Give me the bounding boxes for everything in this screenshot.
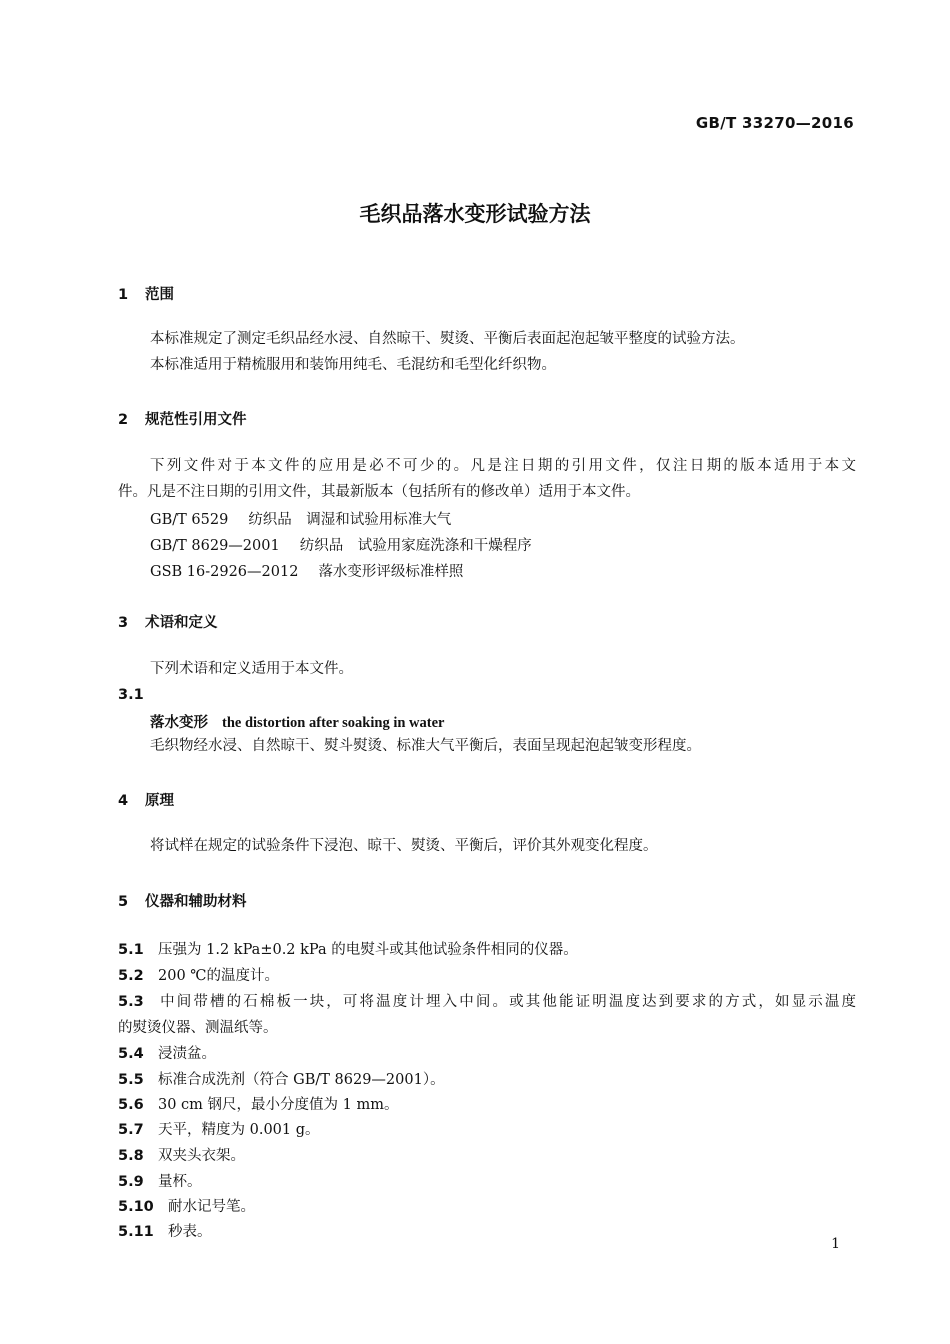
section-number: 2	[118, 412, 129, 428]
section-number: 5	[118, 894, 129, 910]
section-title: 范围	[145, 287, 174, 303]
term-definition: 毛织物经水浸、自然晾干、熨斗熨烫、标准大气平衡后，表面呈现起泡起皱变形程度。	[150, 738, 701, 754]
standard-number: GB/T 33270—2016	[695, 114, 854, 132]
reference-title: 纺织品 调湿和试验用标准大气	[248, 512, 452, 528]
page-number: 1	[831, 1236, 840, 1252]
term-english: the distortion after soaking in water	[222, 715, 445, 731]
item-text: 量杯。	[158, 1174, 202, 1190]
section-number: 1	[118, 287, 129, 303]
item-text: 天平，精度为 0.001 g。	[158, 1122, 320, 1138]
item-number: 5.9	[118, 1174, 144, 1190]
normative-paragraph-line-1: 下列文件对于本文件的应用是必不可少的。凡是注日期的引用文件，仅注日期的版本适用于本文	[150, 458, 856, 474]
item-number: 5.5	[118, 1072, 144, 1088]
item-number: 5.2	[118, 968, 144, 984]
list-item-continuation	[118, 1016, 278, 1037]
section-number: 4	[118, 793, 129, 809]
reference-item	[150, 560, 463, 581]
scope-paragraph-2: 本标准适用于精梳服用和装饰用纯毛、毛混纺和毛型化纤织物。	[150, 357, 556, 373]
item-number: 5.1	[118, 942, 144, 958]
scope-paragraph-1: 本标准规定了测定毛织品经水浸、自然晾干、熨烫、平衡后表面起泡起皱平整度的试验方法。	[150, 331, 745, 347]
item-text: 中间带槽的石棉板一块，可将温度计埋入中间。或其他能证明温度达到要求的方式，如显示温度	[158, 994, 856, 1010]
item-number: 5.6	[118, 1097, 144, 1113]
section-4-heading	[118, 789, 174, 810]
item-number: 5.10	[118, 1199, 154, 1215]
list-item	[118, 1144, 245, 1165]
item-number: 5.11	[118, 1224, 154, 1240]
normative-paragraph-line-2: 件。凡是不注日期的引用文件，其最新版本（包括所有的修改单）适用于本文件。	[118, 484, 640, 500]
clause-number: 3.1	[118, 687, 144, 703]
reference-code: GB/T 6529	[150, 512, 229, 528]
reference-item	[150, 508, 451, 529]
list-item	[118, 1118, 320, 1139]
list-item	[118, 1093, 398, 1114]
reference-code: GSB 16-2926—2012	[150, 564, 299, 580]
item-number: 5.8	[118, 1148, 144, 1164]
section-title: 原理	[145, 793, 174, 809]
section-5-heading	[118, 890, 247, 911]
item-text: 压强为 1.2 kPa±0.2 kPa 的电熨斗或其他试验条件相同的仪器。	[158, 942, 578, 958]
list-item	[118, 964, 279, 985]
section-title: 仪器和辅助材料	[145, 894, 247, 910]
list-item	[118, 1220, 212, 1241]
reference-title: 落水变形评级标准样照	[318, 564, 464, 580]
section-3-heading	[118, 611, 218, 632]
item-text: 200 ℃的温度计。	[158, 968, 280, 984]
terms-intro: 下列术语和定义适用于本文件。	[150, 661, 353, 677]
item-text: 标准合成洗剂（符合 GB/T 8629—2001）。	[158, 1072, 445, 1088]
reference-title: 纺织品 试验用家庭洗涤和干燥程序	[299, 538, 532, 554]
section-title: 规范性引用文件	[145, 412, 247, 428]
section-number: 3	[118, 615, 129, 631]
item-number: 5.3	[118, 994, 144, 1010]
term-entry	[150, 711, 444, 732]
section-title: 术语和定义	[145, 615, 218, 631]
document-title: 毛织品落水变形试验方法	[359, 202, 591, 226]
list-item	[118, 1170, 202, 1191]
item-text: 双夹头衣架。	[158, 1148, 245, 1164]
principle-paragraph: 将试样在规定的试验条件下浸泡、晾干、熨烫、平衡后，评价其外观变化程度。	[150, 838, 658, 854]
list-item	[118, 990, 856, 1011]
section-1-heading	[118, 283, 174, 304]
term-chinese: 落水变形	[150, 714, 208, 731]
reference-item	[150, 534, 532, 555]
list-item	[118, 938, 578, 959]
reference-code: GB/T 8629—2001	[150, 538, 280, 554]
section-2-heading	[118, 408, 247, 429]
item-text: 浸渍盆。	[158, 1046, 216, 1062]
list-item	[118, 1042, 216, 1063]
list-item	[118, 1195, 255, 1216]
item-text: 的熨烫仪器、测温纸等。	[118, 1020, 278, 1036]
item-text: 30 cm 钢尺，最小分度值为 1 mm。	[158, 1097, 399, 1113]
item-number: 5.7	[118, 1122, 144, 1138]
item-number: 5.4	[118, 1046, 144, 1062]
list-item	[118, 1068, 445, 1089]
item-text: 耐水记号笔。	[168, 1199, 255, 1215]
item-text: 秒表。	[168, 1224, 212, 1240]
